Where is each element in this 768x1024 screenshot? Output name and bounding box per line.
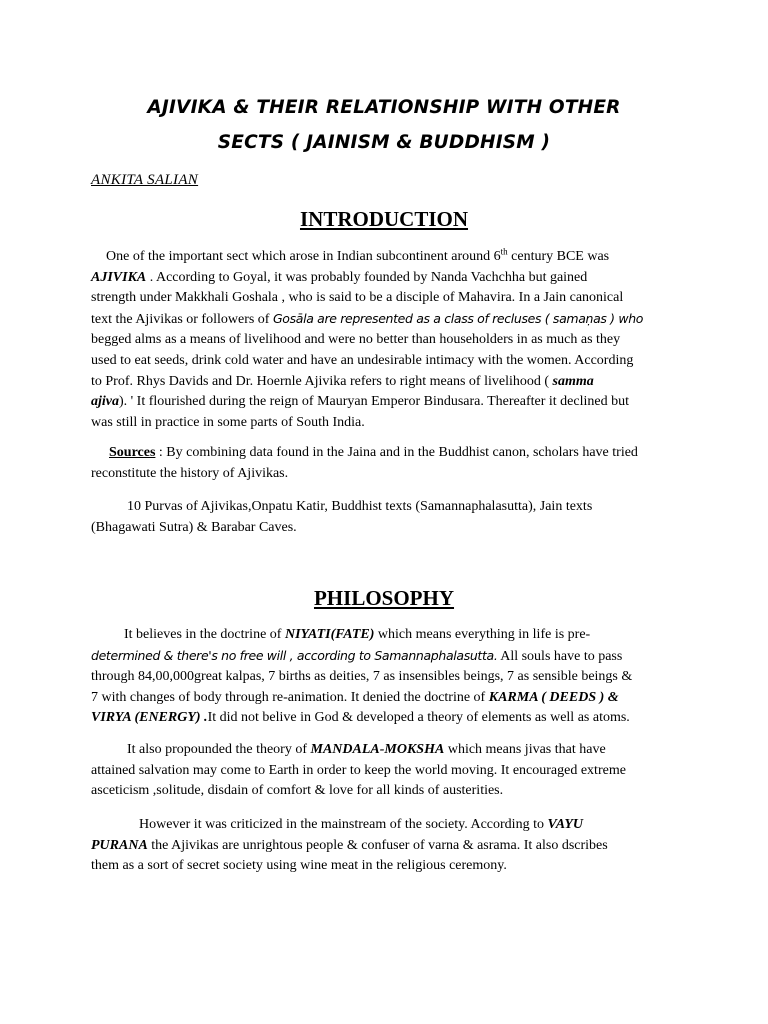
sources-list-paragraph <box>91 497 681 538</box>
text-line: strength under Makkhali Goshala , who is said to be a disciple of Mahavira. In a Jain canonical <box>91 290 624 306</box>
text-line: 10 Purvas of Ajivikas,Onpatu Katir, Buddhist texts (Samannaphalasutta), Jain texts <box>127 499 593 514</box>
text-line <box>91 247 681 268</box>
text-line: asceticism ,solitude, disdain of comfort & love for all kinds of austerities. <box>91 783 504 799</box>
emphasis: NIYATI(FATE) <box>284 627 375 642</box>
handwriting-style-text: Gosāla are represented as a class of recluses ( samaṇas ) who <box>272 310 644 326</box>
text-line <box>91 815 681 836</box>
text-run: However it was criticized in the mainstream of the society. According to <box>139 817 548 832</box>
text-run: It also propounded the theory of <box>127 742 311 757</box>
emphasis: samma <box>552 373 594 389</box>
text-line <box>91 740 681 761</box>
text-line <box>91 309 681 331</box>
text-run: ). ' It flourished during the reign of Mauryan Emperor Bindusara. Thereafter it declined but <box>119 394 629 410</box>
text-run: which means jivas that have <box>444 742 606 757</box>
emphasis: VIRYA (ENERGY) . <box>91 710 208 726</box>
emphasis: MANDALA-MOKSHA <box>310 742 445 757</box>
text-run: It did not belive in God & developed a theory of elements as well as atoms. <box>207 710 630 726</box>
text-line: attained salvation may come to Earth in order to keep the world moving. It encouraged extreme <box>91 762 626 778</box>
emphasis: PURANA <box>91 837 148 853</box>
text-run: to Prof. Rhys Davids and Dr. Hoernle Ajivika refers to right means of livelihood ( <box>91 373 553 389</box>
text-run: 7 with changes of body through re-animation. It denied the doctrine of <box>91 689 489 705</box>
philosophy-paragraph-1 <box>91 625 681 729</box>
text-line: was still in practice in some parts of South India. <box>91 414 365 430</box>
emphasis: VAYU <box>547 817 583 832</box>
text-line <box>91 443 681 464</box>
text-line <box>91 625 681 646</box>
handwriting-style-text: determined & there's no free will , according to Samannaphalasutta. <box>91 647 498 663</box>
introduction-paragraph-1 <box>91 247 681 433</box>
text-line: reconstitute the history of Ajivikas. <box>91 465 289 481</box>
emphasis: AJIVIKA <box>91 269 147 285</box>
superscript: th <box>500 246 508 257</box>
text-line <box>91 688 681 709</box>
text-run: . According to Goyal, it was probably founded by Nanda Vachchha but gained <box>146 269 588 285</box>
philosophy-paragraph-2 <box>91 740 681 802</box>
text-run: : By combining data found in the Jaina and in the Buddhist canon, scholars have tried <box>155 445 638 460</box>
emphasis: ajiva <box>91 394 119 410</box>
text-line <box>91 708 681 729</box>
text-line: them as a sort of secret society using wine meat in the religious ceremony. <box>91 858 507 874</box>
emphasis: KARMA ( DEEDS ) & <box>488 689 619 705</box>
document-title-line-1: AJIVIKA & THEIR RELATIONSHIP WITH OTHER <box>147 97 621 118</box>
text-line <box>91 646 681 668</box>
text-run: All souls have to pass <box>497 648 623 664</box>
text-run: It believes in the doctrine of <box>124 627 285 642</box>
philosophy-paragraph-3 <box>91 815 681 877</box>
text-run: which means everything in life is pre- <box>374 627 591 642</box>
sources-label: Sources <box>109 445 156 460</box>
text-line: through 84,00,000great kalpas, 7 births as deities, 7 as insensibles beings, 7 as sensible beings & <box>91 669 633 685</box>
text-run: text the Ajivikas or followers of <box>91 311 273 327</box>
text-line <box>91 268 681 289</box>
introduction-heading: INTRODUCTION <box>299 207 469 231</box>
text-line <box>91 372 681 393</box>
sources-paragraph <box>91 443 681 484</box>
text-run: century BCE was <box>507 249 610 264</box>
document-title-line-2: SECTS ( JAINISM & BUDDHISM ) <box>217 132 551 153</box>
text-run: One of the important sect which arose in Indian subcontinent around 6 <box>106 249 501 264</box>
author-name: ANKITA SALIAN <box>91 172 199 188</box>
text-line: used to eat seeds, drink cold water and have an undesirable intimacy with the women. According <box>91 352 634 368</box>
text-line: (Bhagawati Sutra) & Barabar Caves. <box>91 519 297 535</box>
text-run: the Ajivikas are unrightous people & confuser of varna & asrama. It also dscribes <box>147 837 608 853</box>
text-line <box>91 392 681 413</box>
text-line: begged alms as a means of livelihood and were no better than householders in as much as they <box>91 332 621 348</box>
text-line <box>91 836 681 857</box>
philosophy-heading: PHILOSOPHY <box>313 586 455 610</box>
